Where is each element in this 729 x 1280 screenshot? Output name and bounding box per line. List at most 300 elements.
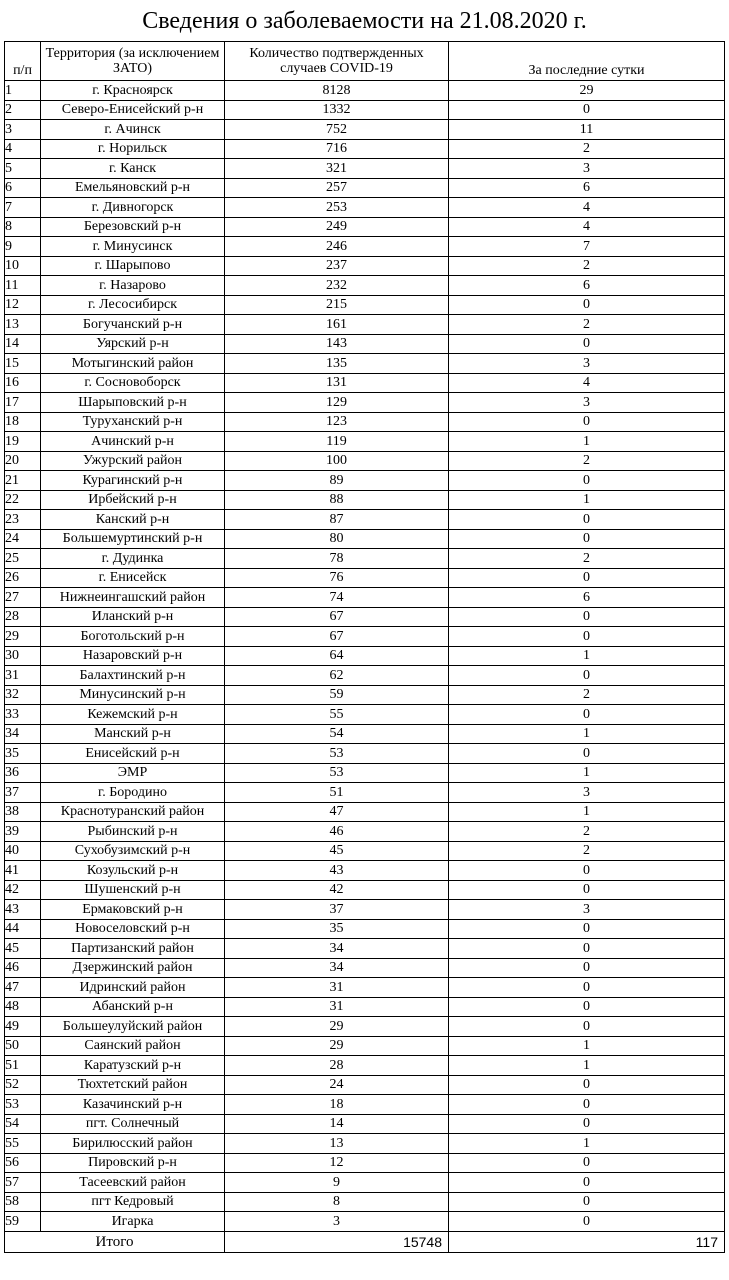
row-territory: г. Канск (41, 159, 225, 179)
row-total-cases: 257 (225, 178, 449, 198)
table-row (5, 724, 725, 744)
row-total-cases: 253 (225, 198, 449, 218)
row-number: 46 (5, 958, 41, 978)
table-row (5, 315, 725, 335)
totals-row (5, 1231, 725, 1252)
row-last-day: 1 (449, 490, 725, 510)
table-row (5, 997, 725, 1017)
row-territory: г. Бородино (41, 783, 225, 803)
row-territory: Каратузский р-н (41, 1056, 225, 1076)
row-number: 8 (5, 217, 41, 237)
row-number: 44 (5, 919, 41, 939)
row-total-cases: 12 (225, 1153, 449, 1173)
row-territory: Сухобузимский р-н (41, 841, 225, 861)
row-territory: пгт. Солнечный (41, 1114, 225, 1134)
row-number: 28 (5, 607, 41, 627)
row-number: 1 (5, 81, 41, 101)
table-row (5, 1017, 725, 1037)
row-territory: Казачинский р-н (41, 1095, 225, 1115)
row-total-cases: 37 (225, 900, 449, 920)
row-number: 38 (5, 802, 41, 822)
table-header-row (5, 42, 725, 81)
row-last-day: 0 (449, 1192, 725, 1212)
row-number: 24 (5, 529, 41, 549)
row-territory: Идринский район (41, 978, 225, 998)
row-territory: Бирилюсский район (41, 1134, 225, 1154)
table-row (5, 705, 725, 725)
table-row (5, 490, 725, 510)
row-last-day: 0 (449, 295, 725, 315)
row-last-day: 2 (449, 451, 725, 471)
row-total-cases: 123 (225, 412, 449, 432)
row-last-day: 3 (449, 159, 725, 179)
page-title: Сведения о заболеваемости на 21.08.2020 г. (142, 8, 587, 34)
row-last-day: 2 (449, 822, 725, 842)
row-last-day: 0 (449, 958, 725, 978)
row-territory: Козульский р-н (41, 861, 225, 881)
row-last-day: 0 (449, 705, 725, 725)
row-territory: Богучанский р-н (41, 315, 225, 335)
row-territory: Ачинский р-н (41, 432, 225, 452)
row-total-cases: 87 (225, 510, 449, 530)
row-territory: Туруханский р-н (41, 412, 225, 432)
row-last-day: 29 (449, 81, 725, 101)
table-row (5, 958, 725, 978)
header-num: п/п (5, 42, 41, 81)
table-row (5, 568, 725, 588)
row-last-day: 0 (449, 1017, 725, 1037)
row-territory: г. Назарово (41, 276, 225, 296)
row-last-day: 0 (449, 880, 725, 900)
row-territory: Саянский район (41, 1036, 225, 1056)
row-number: 37 (5, 783, 41, 803)
row-last-day: 0 (449, 997, 725, 1017)
row-last-day: 4 (449, 217, 725, 237)
row-total-cases: 3 (225, 1212, 449, 1232)
table-row (5, 1095, 725, 1115)
row-total-cases: 13 (225, 1134, 449, 1154)
row-last-day: 0 (449, 568, 725, 588)
table-row (5, 510, 725, 530)
table-row (5, 939, 725, 959)
row-last-day: 1 (449, 802, 725, 822)
row-territory: г. Шарыпово (41, 256, 225, 276)
table-body (5, 81, 725, 1232)
table-row (5, 685, 725, 705)
row-number: 13 (5, 315, 41, 335)
row-last-day: 1 (449, 1134, 725, 1154)
row-last-day: 7 (449, 237, 725, 257)
row-number: 23 (5, 510, 41, 530)
row-territory: Минусинский р-н (41, 685, 225, 705)
row-territory: Боготольский р-н (41, 627, 225, 647)
table-row (5, 256, 725, 276)
row-total-cases: 88 (225, 490, 449, 510)
row-total-cases: 53 (225, 744, 449, 764)
row-total-cases: 321 (225, 159, 449, 179)
table-row (5, 373, 725, 393)
table-row (5, 1153, 725, 1173)
row-territory: Нижнеингашский район (41, 588, 225, 608)
row-last-day: 3 (449, 354, 725, 374)
row-last-day: 2 (449, 256, 725, 276)
row-territory: Курагинский р-н (41, 471, 225, 491)
table-row (5, 178, 725, 198)
row-number: 35 (5, 744, 41, 764)
row-total-cases: 249 (225, 217, 449, 237)
row-last-day: 0 (449, 1095, 725, 1115)
row-number: 51 (5, 1056, 41, 1076)
row-number: 34 (5, 724, 41, 744)
row-total-cases: 246 (225, 237, 449, 257)
row-number: 57 (5, 1173, 41, 1193)
row-number: 30 (5, 646, 41, 666)
row-territory: Игарка (41, 1212, 225, 1232)
table-row (5, 295, 725, 315)
row-number: 58 (5, 1192, 41, 1212)
table-row (5, 978, 725, 998)
row-total-cases: 59 (225, 685, 449, 705)
row-territory: Большеулуйский район (41, 1017, 225, 1037)
row-number: 36 (5, 763, 41, 783)
row-number: 31 (5, 666, 41, 686)
row-last-day: 2 (449, 685, 725, 705)
row-number: 21 (5, 471, 41, 491)
row-number: 11 (5, 276, 41, 296)
row-total-cases: 1332 (225, 100, 449, 120)
row-total-cases: 53 (225, 763, 449, 783)
row-last-day: 1 (449, 724, 725, 744)
row-number: 41 (5, 861, 41, 881)
row-territory: г. Дудинка (41, 549, 225, 569)
row-number: 5 (5, 159, 41, 179)
row-territory: г. Лесосибирск (41, 295, 225, 315)
totals-total-cases: 15748 (225, 1231, 449, 1252)
row-last-day: 0 (449, 1173, 725, 1193)
row-last-day: 3 (449, 783, 725, 803)
row-total-cases: 62 (225, 666, 449, 686)
row-number: 39 (5, 822, 41, 842)
row-last-day: 0 (449, 510, 725, 530)
row-total-cases: 34 (225, 939, 449, 959)
row-total-cases: 54 (225, 724, 449, 744)
row-number: 18 (5, 412, 41, 432)
table-row (5, 1192, 725, 1212)
row-territory: Манский р-н (41, 724, 225, 744)
row-territory: г. Минусинск (41, 237, 225, 257)
row-total-cases: 29 (225, 1017, 449, 1037)
row-territory: Шушенский р-н (41, 880, 225, 900)
row-total-cases: 46 (225, 822, 449, 842)
table-row (5, 159, 725, 179)
row-total-cases: 35 (225, 919, 449, 939)
row-last-day: 1 (449, 1036, 725, 1056)
row-total-cases: 51 (225, 783, 449, 803)
row-total-cases: 161 (225, 315, 449, 335)
row-number: 2 (5, 100, 41, 120)
table-row (5, 763, 725, 783)
row-total-cases: 31 (225, 997, 449, 1017)
row-number: 47 (5, 978, 41, 998)
row-total-cases: 29 (225, 1036, 449, 1056)
row-total-cases: 8 (225, 1192, 449, 1212)
row-total-cases: 9 (225, 1173, 449, 1193)
row-territory: Балахтинский р-н (41, 666, 225, 686)
row-total-cases: 74 (225, 588, 449, 608)
table-row (5, 217, 725, 237)
row-territory: г. Дивногорск (41, 198, 225, 218)
row-last-day: 2 (449, 315, 725, 335)
row-territory: Шарыповский р-н (41, 393, 225, 413)
row-total-cases: 67 (225, 627, 449, 647)
row-number: 10 (5, 256, 41, 276)
row-last-day: 6 (449, 276, 725, 296)
row-territory: Енисейский р-н (41, 744, 225, 764)
row-last-day: 1 (449, 432, 725, 452)
row-last-day: 3 (449, 900, 725, 920)
row-number: 4 (5, 139, 41, 159)
row-territory: Уярский р-н (41, 334, 225, 354)
row-total-cases: 752 (225, 120, 449, 140)
row-territory: Кежемский р-н (41, 705, 225, 725)
row-total-cases: 135 (225, 354, 449, 374)
table-row (5, 81, 725, 101)
table-row (5, 120, 725, 140)
row-last-day: 0 (449, 978, 725, 998)
header-territory: Территория (за исключением ЗАТО) (41, 42, 225, 81)
table-row (5, 393, 725, 413)
row-number: 32 (5, 685, 41, 705)
row-number: 40 (5, 841, 41, 861)
row-total-cases: 8128 (225, 81, 449, 101)
row-last-day: 0 (449, 627, 725, 647)
row-last-day: 1 (449, 763, 725, 783)
table-row (5, 588, 725, 608)
table-row (5, 822, 725, 842)
row-number: 50 (5, 1036, 41, 1056)
covid-cases-table (4, 41, 725, 1253)
table-row (5, 237, 725, 257)
row-territory: г. Енисейск (41, 568, 225, 588)
row-territory: Пировский р-н (41, 1153, 225, 1173)
row-territory: г. Ачинск (41, 120, 225, 140)
row-territory: г. Красноярск (41, 81, 225, 101)
row-number: 7 (5, 198, 41, 218)
row-number: 53 (5, 1095, 41, 1115)
row-number: 3 (5, 120, 41, 140)
row-total-cases: 89 (225, 471, 449, 491)
table-row (5, 139, 725, 159)
table-row (5, 1173, 725, 1193)
table-row (5, 627, 725, 647)
table-row (5, 549, 725, 569)
row-total-cases: 232 (225, 276, 449, 296)
row-last-day: 0 (449, 861, 725, 881)
row-number: 20 (5, 451, 41, 471)
table-row (5, 861, 725, 881)
row-territory: Тасеевский район (41, 1173, 225, 1193)
row-last-day: 0 (449, 412, 725, 432)
row-last-day: 0 (449, 471, 725, 491)
row-total-cases: 42 (225, 880, 449, 900)
row-last-day: 0 (449, 919, 725, 939)
row-territory: Иланский р-н (41, 607, 225, 627)
row-last-day: 0 (449, 1212, 725, 1232)
table-row (5, 783, 725, 803)
row-total-cases: 215 (225, 295, 449, 315)
row-number: 16 (5, 373, 41, 393)
row-territory: Тюхтетский район (41, 1075, 225, 1095)
table-row (5, 1134, 725, 1154)
row-last-day: 2 (449, 841, 725, 861)
table-row (5, 276, 725, 296)
row-total-cases: 237 (225, 256, 449, 276)
table-row (5, 802, 725, 822)
row-last-day: 2 (449, 549, 725, 569)
row-last-day: 0 (449, 1153, 725, 1173)
row-territory: Краснотуранский район (41, 802, 225, 822)
row-number: 9 (5, 237, 41, 257)
row-number: 19 (5, 432, 41, 452)
row-number: 56 (5, 1153, 41, 1173)
row-last-day: 6 (449, 588, 725, 608)
row-territory: ЭМР (41, 763, 225, 783)
table-row (5, 880, 725, 900)
table-row (5, 529, 725, 549)
row-number: 27 (5, 588, 41, 608)
row-number: 52 (5, 1075, 41, 1095)
row-number: 45 (5, 939, 41, 959)
table-row (5, 432, 725, 452)
table-row (5, 451, 725, 471)
row-total-cases: 31 (225, 978, 449, 998)
table-row (5, 1036, 725, 1056)
row-last-day: 0 (449, 1114, 725, 1134)
row-territory: Новоселовский р-н (41, 919, 225, 939)
row-last-day: 1 (449, 1056, 725, 1076)
row-number: 48 (5, 997, 41, 1017)
row-territory: Ужурский район (41, 451, 225, 471)
row-territory: Большемуртинский р-н (41, 529, 225, 549)
row-territory: Канский р-н (41, 510, 225, 530)
row-territory: Емельяновский р-н (41, 178, 225, 198)
table-row (5, 1075, 725, 1095)
table-row (5, 412, 725, 432)
row-total-cases: 43 (225, 861, 449, 881)
row-last-day: 0 (449, 529, 725, 549)
table-row (5, 919, 725, 939)
row-total-cases: 45 (225, 841, 449, 861)
row-total-cases: 47 (225, 802, 449, 822)
row-number: 55 (5, 1134, 41, 1154)
row-total-cases: 131 (225, 373, 449, 393)
row-total-cases: 716 (225, 139, 449, 159)
row-last-day: 2 (449, 139, 725, 159)
row-territory: Березовский р-н (41, 217, 225, 237)
row-last-day: 11 (449, 120, 725, 140)
row-territory: пгт Кедровый (41, 1192, 225, 1212)
row-last-day: 1 (449, 646, 725, 666)
table-row (5, 1212, 725, 1232)
row-total-cases: 67 (225, 607, 449, 627)
row-number: 17 (5, 393, 41, 413)
row-last-day: 4 (449, 373, 725, 393)
row-number: 59 (5, 1212, 41, 1232)
table-row (5, 744, 725, 764)
row-total-cases: 129 (225, 393, 449, 413)
row-territory: Партизанский район (41, 939, 225, 959)
row-total-cases: 55 (225, 705, 449, 725)
row-territory: г. Норильск (41, 139, 225, 159)
row-number: 12 (5, 295, 41, 315)
row-last-day: 0 (449, 939, 725, 959)
row-territory: Абанский р-н (41, 997, 225, 1017)
row-number: 15 (5, 354, 41, 374)
table-row (5, 1056, 725, 1076)
row-last-day: 0 (449, 607, 725, 627)
row-number: 26 (5, 568, 41, 588)
row-total-cases: 34 (225, 958, 449, 978)
row-territory: Ирбейский р-н (41, 490, 225, 510)
header-last-day: За последние сутки (449, 42, 725, 81)
table-row (5, 471, 725, 491)
row-last-day: 6 (449, 178, 725, 198)
row-last-day: 0 (449, 666, 725, 686)
row-last-day: 4 (449, 198, 725, 218)
row-number: 25 (5, 549, 41, 569)
row-territory: Северо-Енисейский р-н (41, 100, 225, 120)
row-number: 42 (5, 880, 41, 900)
table-row (5, 900, 725, 920)
table-row (5, 607, 725, 627)
table-row (5, 646, 725, 666)
row-total-cases: 78 (225, 549, 449, 569)
row-total-cases: 24 (225, 1075, 449, 1095)
row-last-day: 0 (449, 334, 725, 354)
row-territory: Рыбинский р-н (41, 822, 225, 842)
table-row (5, 100, 725, 120)
row-number: 14 (5, 334, 41, 354)
row-total-cases: 28 (225, 1056, 449, 1076)
row-last-day: 0 (449, 744, 725, 764)
row-number: 49 (5, 1017, 41, 1037)
table-row (5, 666, 725, 686)
row-number: 54 (5, 1114, 41, 1134)
row-total-cases: 80 (225, 529, 449, 549)
header-total-cases: Количество подтвержденных случаев COVID-19 (225, 42, 449, 81)
table-row (5, 354, 725, 374)
row-territory: Назаровский р-н (41, 646, 225, 666)
row-total-cases: 64 (225, 646, 449, 666)
row-territory: Мотыгинский район (41, 354, 225, 374)
row-number: 33 (5, 705, 41, 725)
totals-label: Итого (5, 1231, 225, 1252)
row-total-cases: 14 (225, 1114, 449, 1134)
row-territory: Ермаковский р-н (41, 900, 225, 920)
row-number: 22 (5, 490, 41, 510)
row-total-cases: 100 (225, 451, 449, 471)
row-total-cases: 18 (225, 1095, 449, 1115)
table-row (5, 334, 725, 354)
row-last-day: 0 (449, 100, 725, 120)
row-last-day: 3 (449, 393, 725, 413)
row-number: 43 (5, 900, 41, 920)
row-number: 6 (5, 178, 41, 198)
row-total-cases: 119 (225, 432, 449, 452)
row-total-cases: 143 (225, 334, 449, 354)
row-number: 29 (5, 627, 41, 647)
table-row (5, 198, 725, 218)
